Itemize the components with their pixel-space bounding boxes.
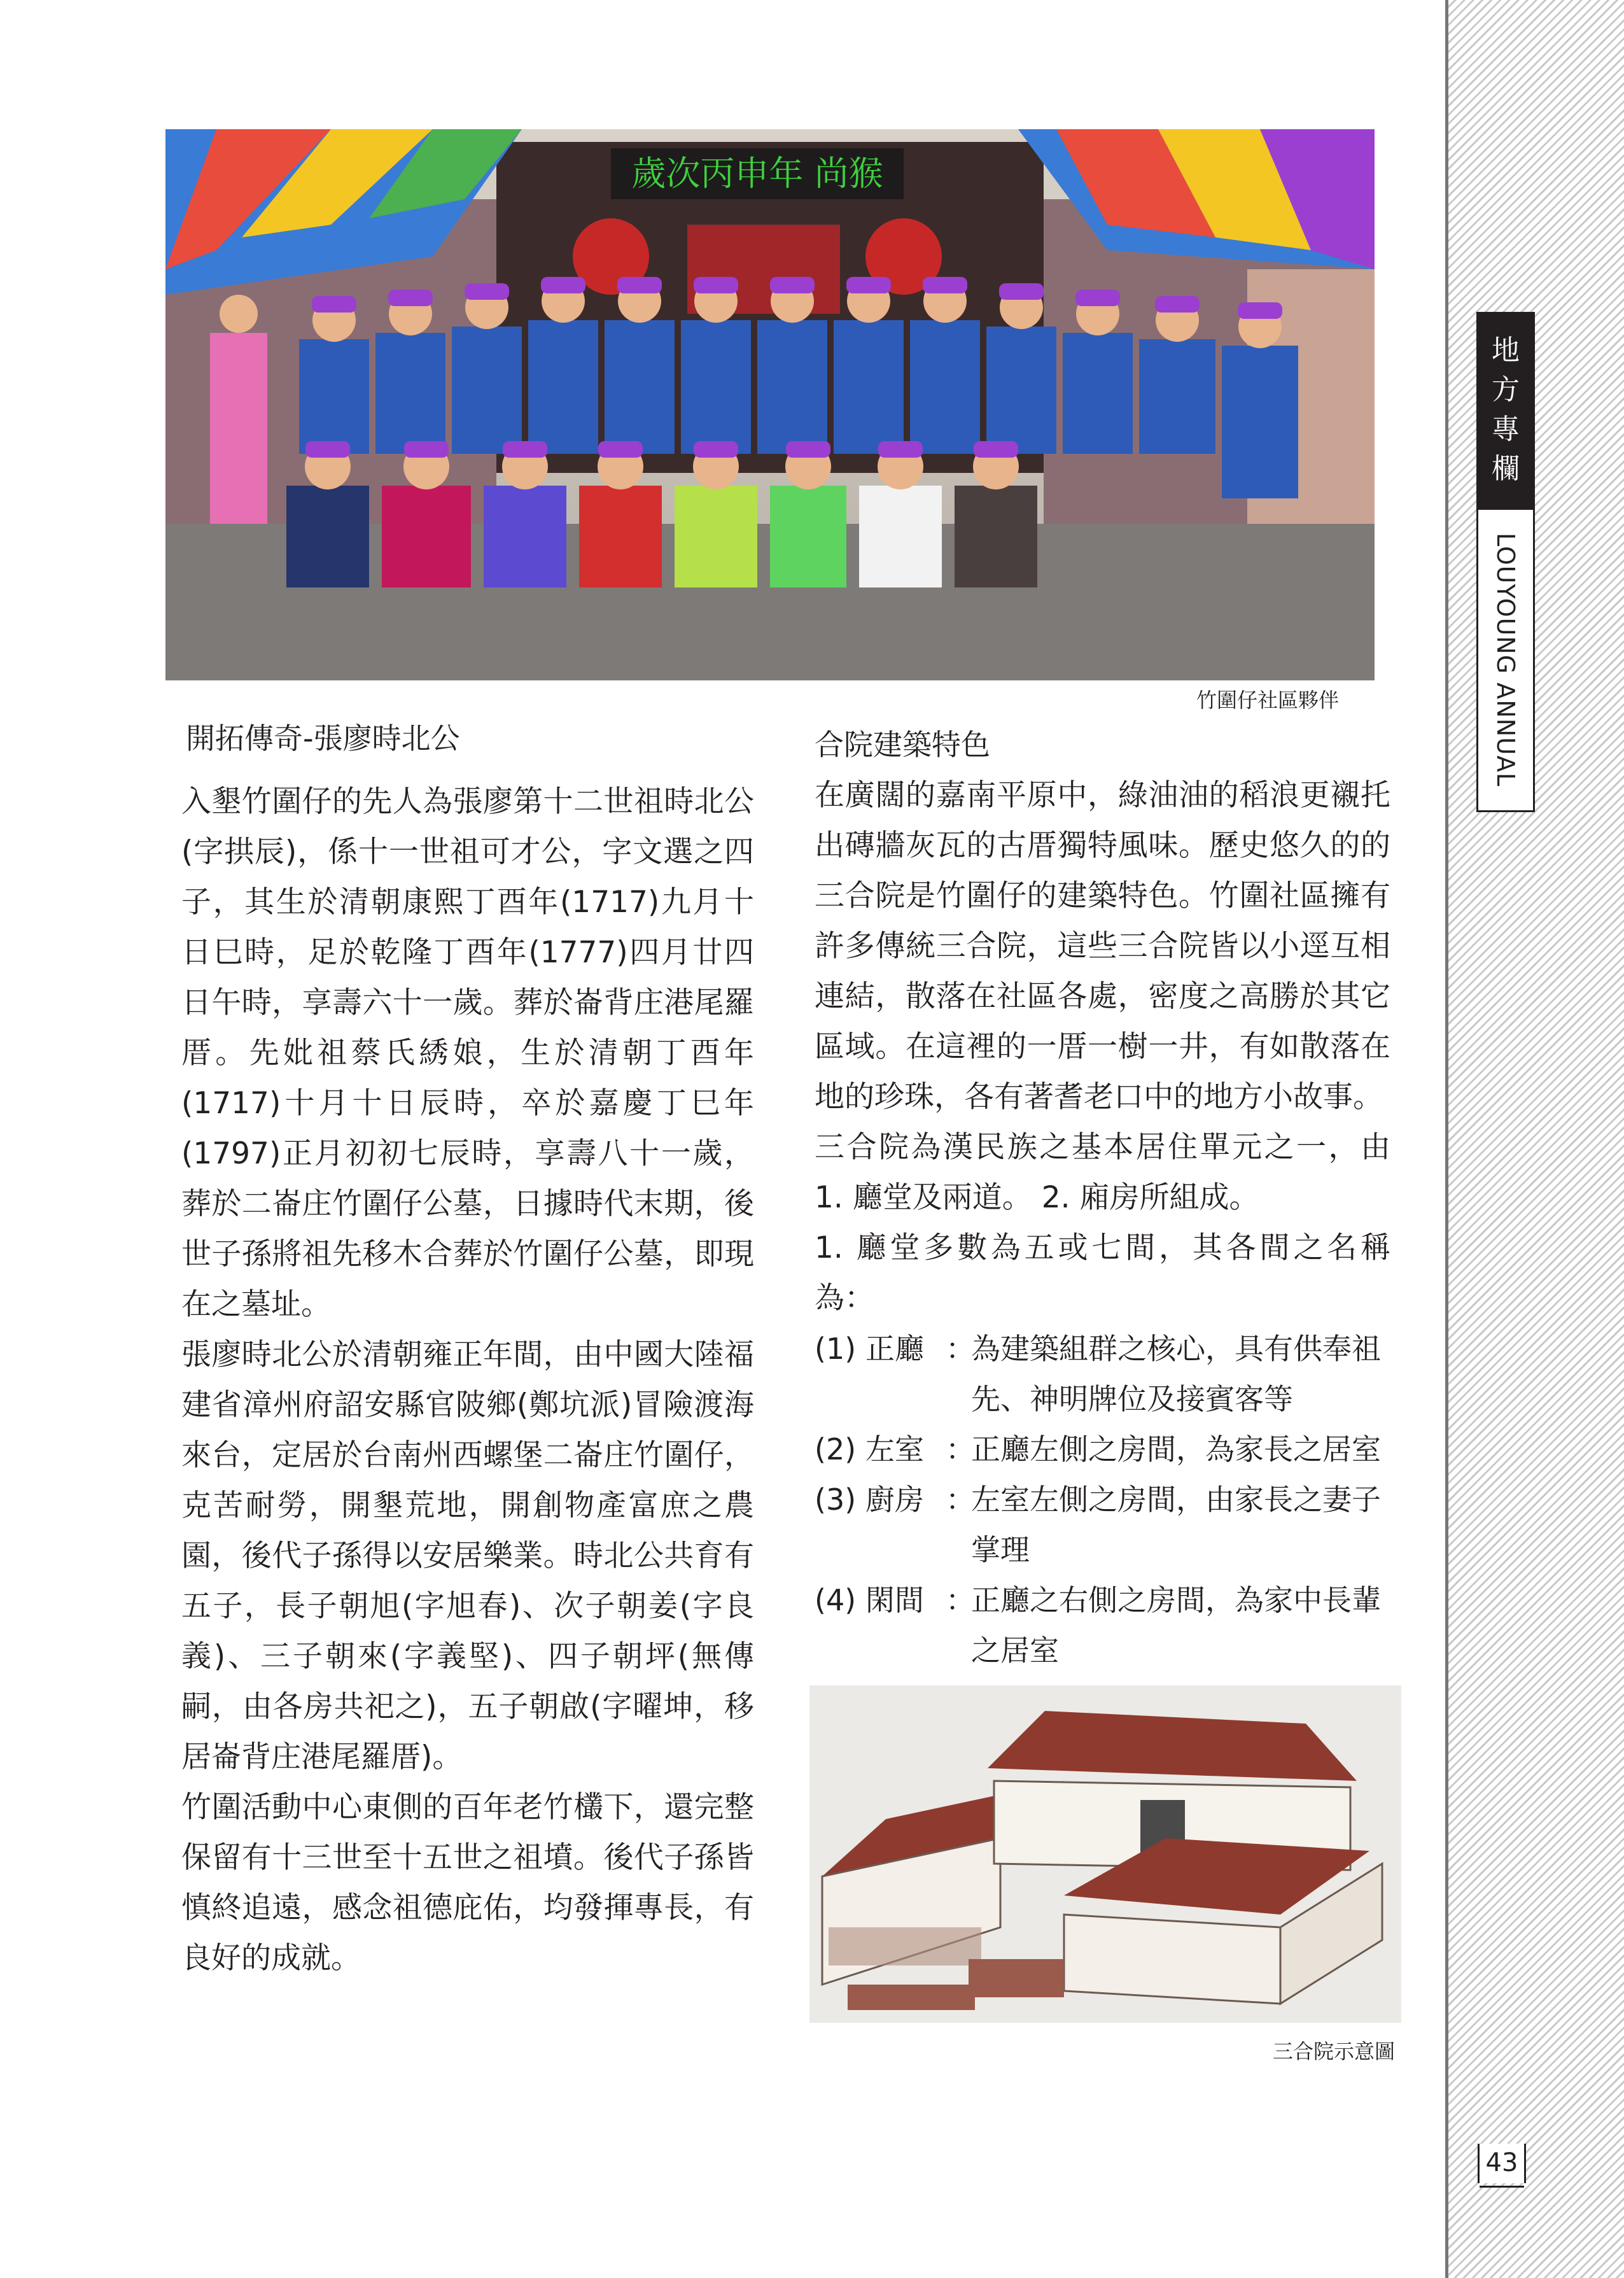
column-tab-chinese <box>1476 312 1535 508</box>
courtyard-sketch-illustration <box>809 1685 1401 2023</box>
column-tab-english <box>1476 508 1535 812</box>
paragraph: 入墾竹圍仔的先人為張廖第十二世祖時北公(字拱辰)，係十一世祖可才公，字文選之四子，其生於清朝康熙丁酉年(1717)九月十日巳時，足於乾隆丁酉年(1777)四月廿四日午時，享壽六十一歲。葬於崙背庄港尾羅厝。先妣祖蔡氏綉娘，生於清朝丁酉年(1717)十月十日辰時，卒於嘉慶丁巳年(1797)正月初初七辰時，享壽八十一歲，葬於二崙庄竹圍仔公墓，日據時代末期，後世子孫將祖先移木合葬於竹圍仔公墓，即現在之墓址。 <box>181 784 754 1322</box>
photo-caption: 竹圍仔社區夥伴 <box>1196 688 1340 712</box>
sketch-caption: 三合院示意圖 <box>1273 2039 1396 2064</box>
paragraph: 在廣闊的嘉南平原中，綠油油的稻浪更襯托出磚牆灰瓦的古厝獨特風味。歷史悠久的的三合院是竹圍仔的建築特色。竹圍社區擁有許多傳統三合院，這些三合院皆以小逕互相連結，散落在社區各處，密度之高勝於其它區域。在這裡的一厝一樹一井，有如散落在地的珍珠，各有著耆老口中的地方小故事。 <box>815 778 1390 1114</box>
item-label: 廚房 <box>865 1482 924 1517</box>
tab-char: 欄 <box>1492 453 1520 485</box>
item-number: (1) <box>815 1332 857 1366</box>
item-label: 閑間 <box>865 1583 924 1617</box>
list-item: (1) 正廳 ： 為建築組群之核心，具有供奉祖先、神明牌位及接賓客等 <box>815 1324 1387 1424</box>
group-photo-illustration <box>165 129 1375 680</box>
left-column-text <box>181 777 754 1983</box>
paragraph: 張廖時北公於清朝雍正年間，由中國大陸福建省漳州府詔安縣官陂鄉(鄭坑派)冒險渡海來台，定居於台南州西螺堡二崙庄竹圍仔，克苦耐勞，開墾荒地，開創物產富庶之農園，後代子孫得以安居樂業。時北公共育有五子，長子朝旭(字旭春)、次子朝姜(字良義)、三子朝來(字義堅)、四子朝坪(無傳嗣，由各房共祀之)，五子朝啟(字曜坤，移居崙背庄港尾羅厝)。 <box>181 1337 754 1775</box>
paragraph: 三合院為漢民族之基本居住單元之一，由 1. 廳堂及兩道。 2. 廂房所組成。 <box>815 1130 1390 1215</box>
item-number: (2) <box>815 1432 857 1466</box>
item-label: 左室 <box>865 1432 924 1466</box>
left-section-heading: 開拓傳奇-張廖時北公 <box>186 721 460 756</box>
temple-banner-text: 歲次丙申年 尚猴 <box>631 153 883 193</box>
tab-char: 專 <box>1492 413 1520 446</box>
page-number-underline <box>1480 2186 1524 2188</box>
sidebar-edge-line <box>1445 0 1448 2278</box>
right-column-text <box>815 770 1390 1323</box>
sidebar-hatch <box>1448 0 1624 2278</box>
tab-char: 地 <box>1492 334 1520 367</box>
paragraph: 1. 廳堂多數為五或七間，其各間之名稱為： <box>815 1230 1390 1316</box>
item-label: 正廳 <box>865 1332 924 1366</box>
courtyard-sketch <box>809 1685 1401 2023</box>
item-description: 正廳之右側之房間，為家中長輩之居室 <box>971 1583 1381 1668</box>
english-title: LOUYOUNG ANNUAL <box>1492 533 1520 787</box>
tab-char: 方 <box>1492 374 1520 406</box>
room-list <box>815 1324 1387 1676</box>
list-item: (3) 廚房 ： 左室左側之房間，由家長之妻子掌理 <box>815 1475 1387 1575</box>
item-number: (3) <box>815 1482 857 1517</box>
group-photo <box>165 129 1375 680</box>
list-item: (4) 閑間 ： 正廳之右側之房間，為家中長輩之居室 <box>815 1575 1387 1676</box>
item-description: 為建築組群之核心，具有供奉祖先、神明牌位及接賓客等 <box>971 1332 1381 1416</box>
page-number: 43 <box>1478 2144 1526 2183</box>
list-item: (2) 左室 ： 正廳左側之房間，為家長之居室 <box>815 1424 1387 1475</box>
paragraph: 竹圍活動中心東側的百年老竹欉下，還完整保留有十三世至十五世之祖墳。後代子孫皆慎終追遠，感念祖德庇佑，均發揮專長，有良好的成就。 <box>181 1790 754 1976</box>
item-description: 左室左側之房間，由家長之妻子掌理 <box>971 1482 1381 1567</box>
right-section-heading: 合院建築特色 <box>815 728 990 762</box>
item-description: 正廳左側之房間，為家長之居室 <box>971 1432 1381 1466</box>
item-number: (4) <box>815 1583 857 1617</box>
